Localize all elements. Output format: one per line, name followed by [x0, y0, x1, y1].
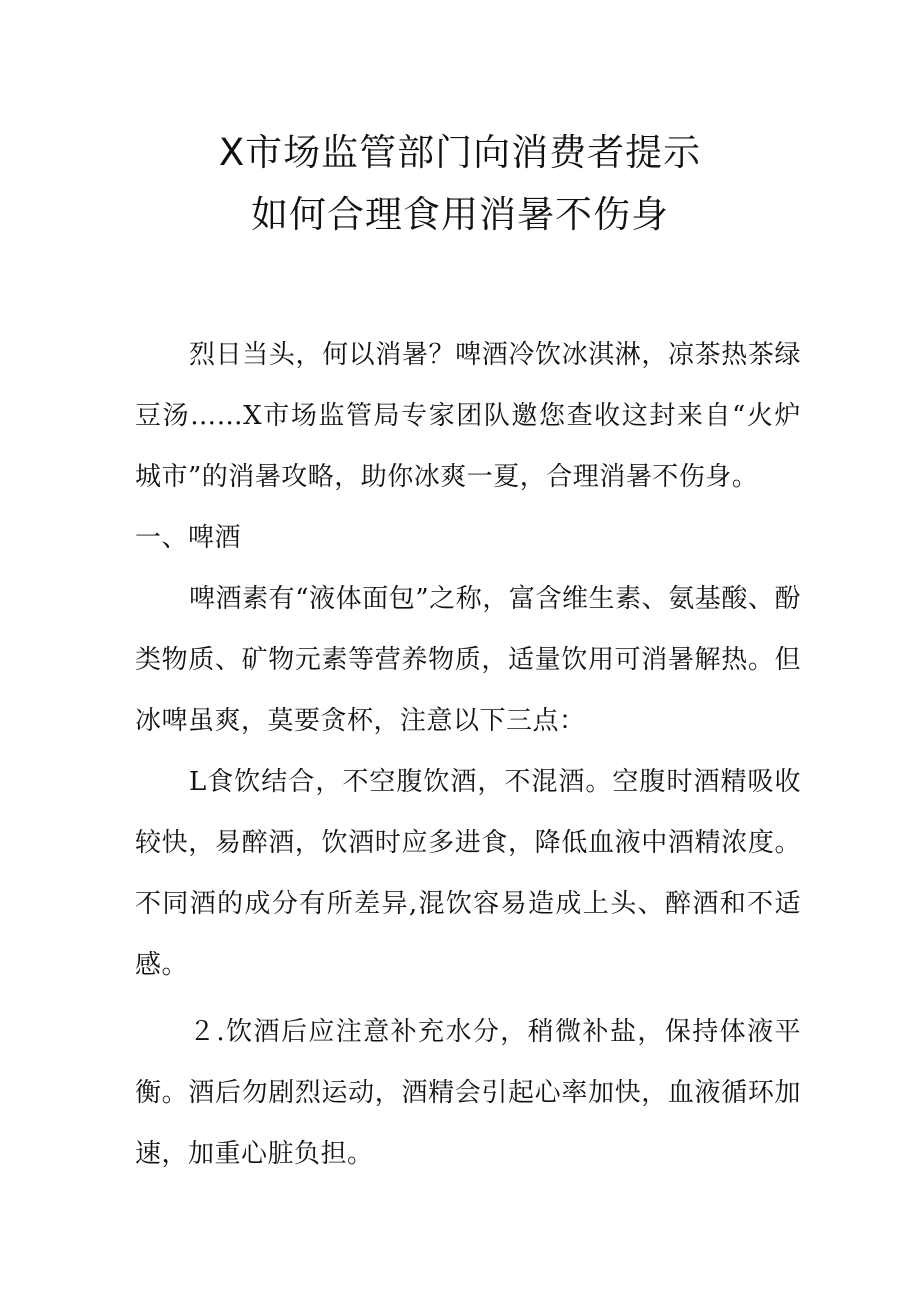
beer-intro-paragraph: 啤酒素有“液体面包”之称，富含维生素、氨基酸、酚类物质、矿物元素等营养物质，适量饮用可消暑解热。但冰啤虽爽，莫要贪杯，注意以下三点： — [135, 584, 801, 736]
title-block — [0, 122, 920, 246]
document-title-line-1: X市场监管部门向消费者提示 — [218, 131, 702, 174]
document-body — [135, 325, 801, 1185]
document-title-line-2: 如何合理食用消暑不伤身 — [251, 193, 669, 236]
intro-paragraph: 烈日当头，何以消暑？啤酒冷饮冰淇淋，凉茶热茶绿豆汤……X市场监管局专家团队邀您查收这封来自“火炉城市”的消暑攻略，助你冰爽一夏，合理消暑不伤身。 — [135, 340, 801, 492]
beer-point-1: L食饮结合，不空腹饮酒，不混酒。空腹时酒精吸收较快，易醉酒，饮酒时应多进食，降低血液中酒精浓度。不同酒的成分有所差异,混饮容易造成上头、醉酒和不适感。 — [135, 767, 801, 980]
beer-point-2: ２.饮酒后应注意补充水分，稍微补盐，保持体液平衡。酒后勿剧烈运动，酒精会引起心率加快，血液循环加速，加重心脏负担。 — [135, 1017, 801, 1169]
section-heading-beer: 一、啤酒 — [135, 523, 242, 553]
